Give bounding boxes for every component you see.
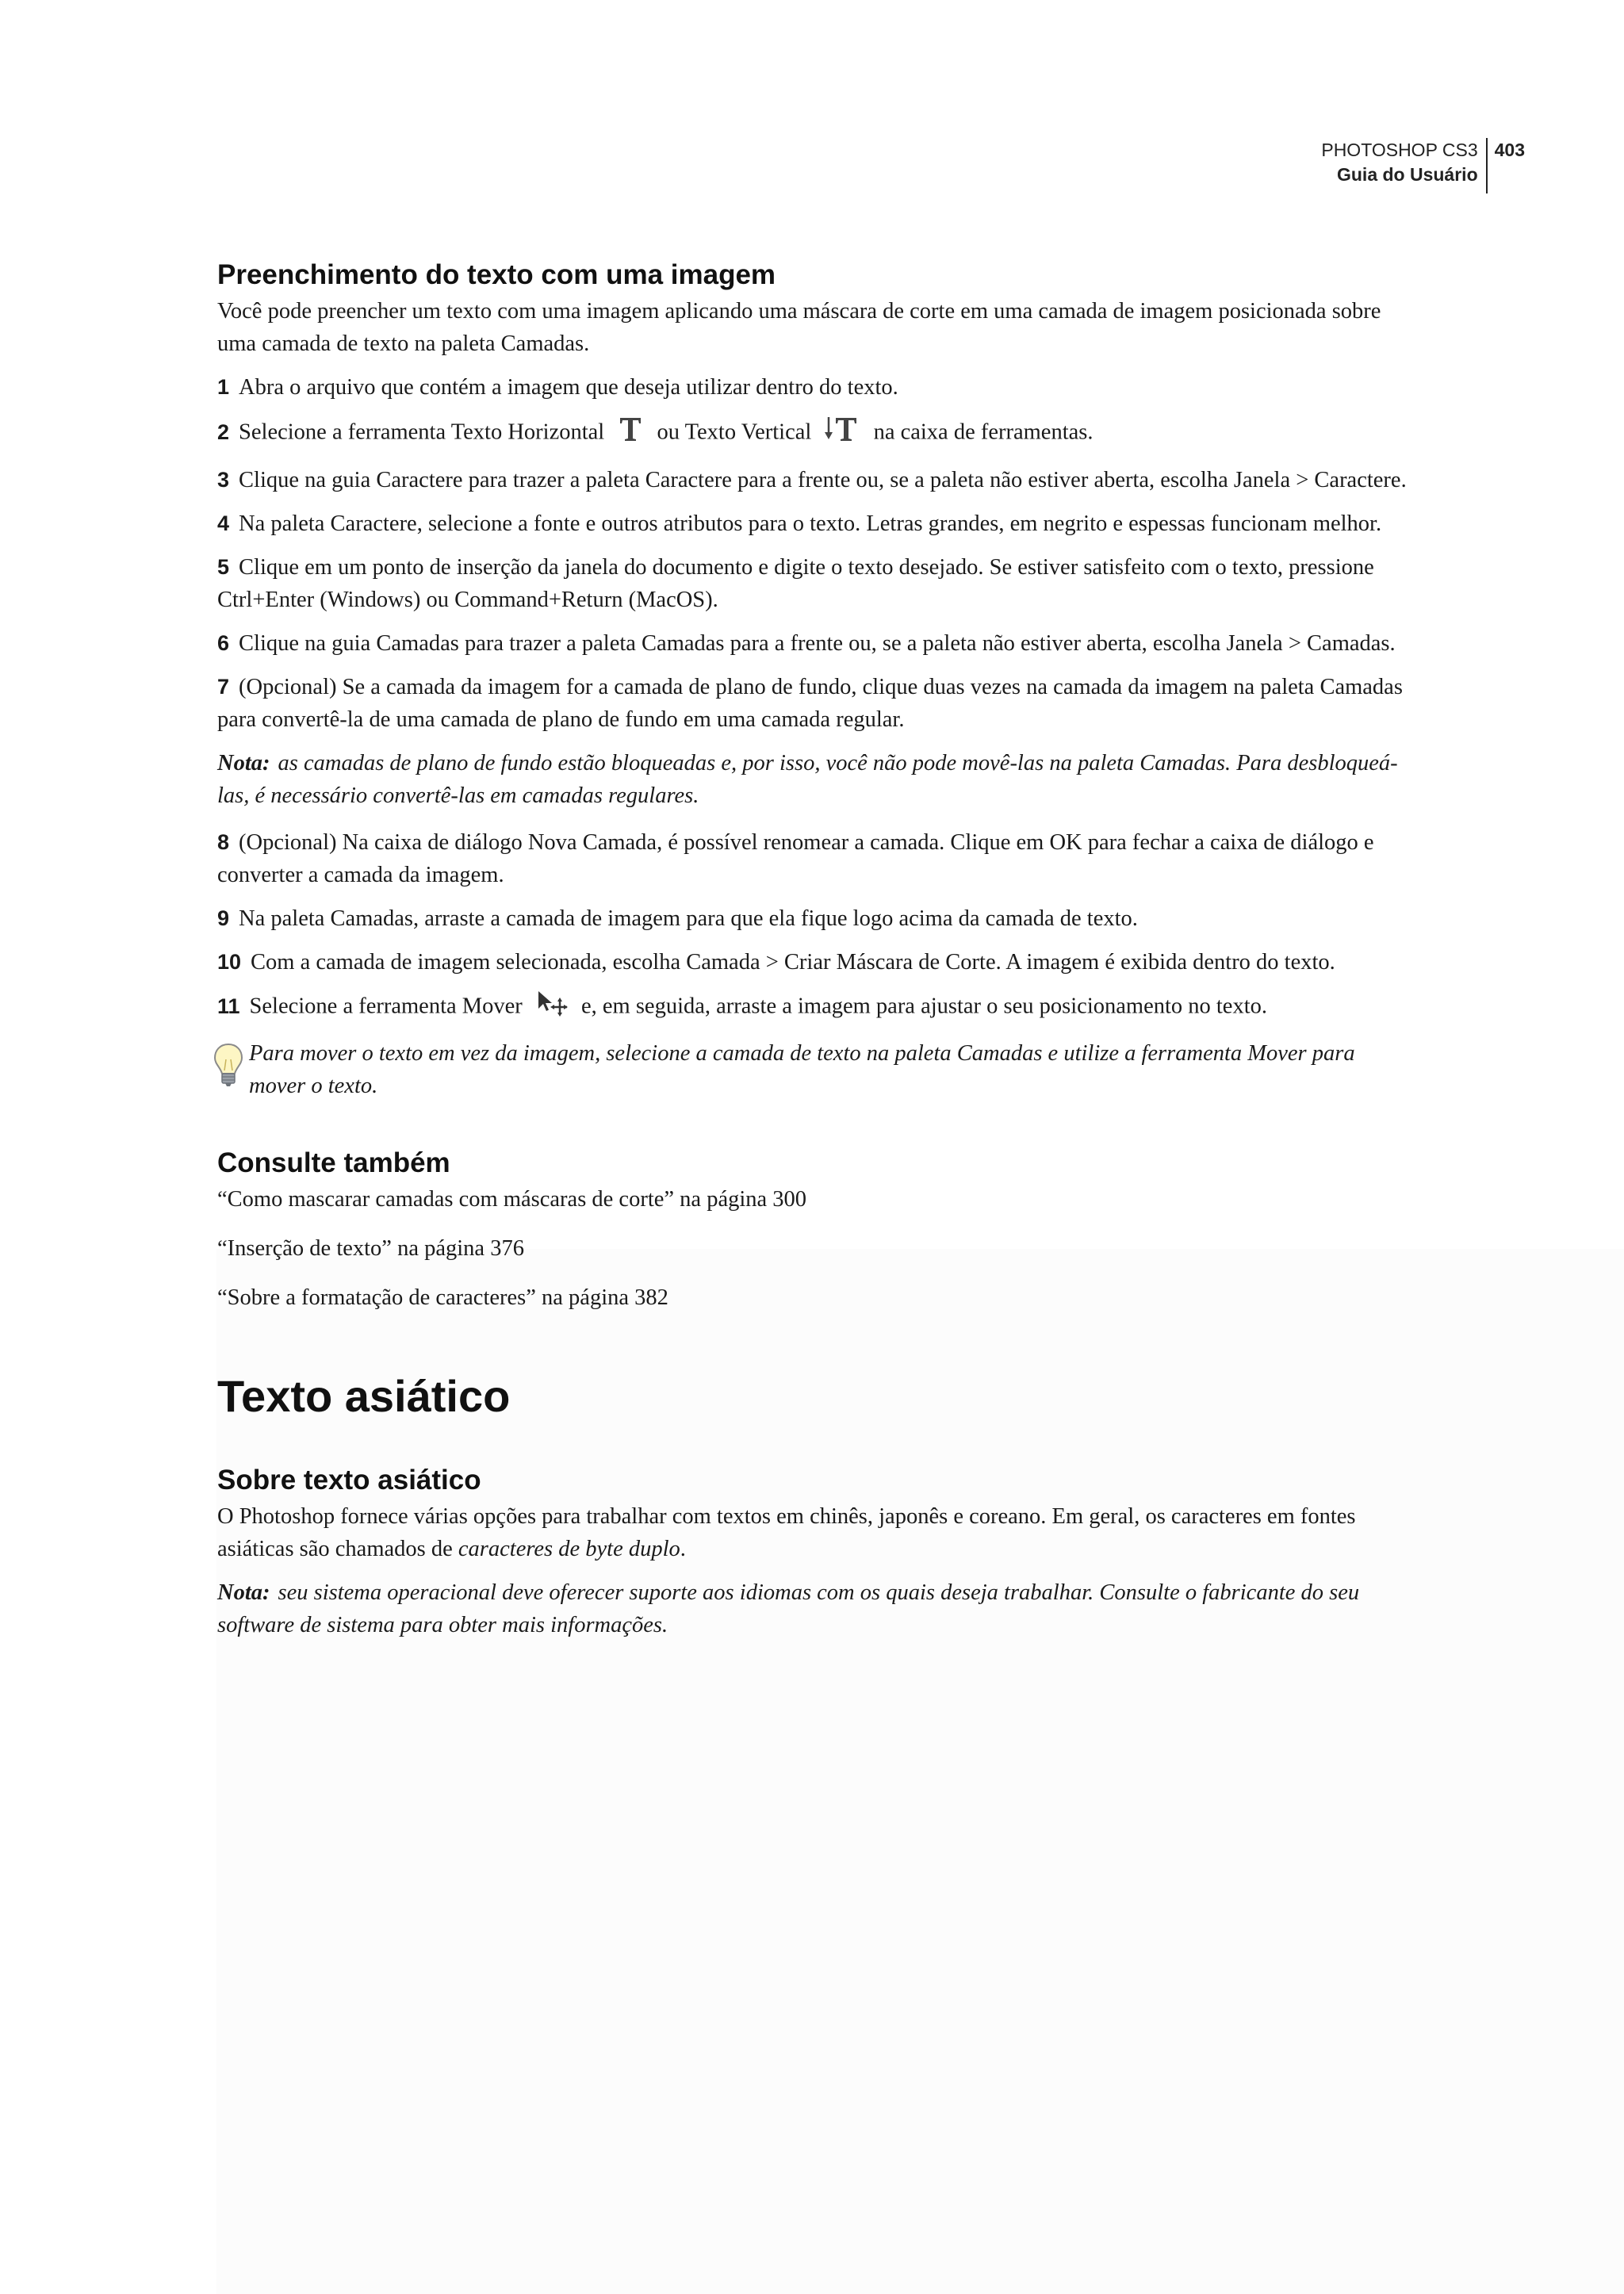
vertical-type-tool-icon (825, 415, 860, 453)
step-number: 6 (217, 631, 230, 655)
step-number: 8 (217, 830, 230, 854)
note-os-support (217, 1576, 1407, 1641)
intro-text: O Photoshop fornece várias opções para trabalhar com textos em chinês, japonês e coreano. Em geral, os caracteres em fontes asiáticas são chamados de (217, 1504, 1356, 1561)
step-number: 9 (217, 906, 230, 930)
step-number: 4 (217, 511, 230, 535)
intro-end: . (680, 1537, 686, 1561)
step-3 (217, 464, 1407, 496)
step-8 (217, 826, 1407, 891)
step-text: ou Texto Vertical (657, 419, 812, 445)
note-label: Nota: (217, 1580, 270, 1605)
section2-intro (217, 1500, 1407, 1565)
header-titles (1321, 138, 1487, 193)
running-header (1321, 138, 1525, 193)
chapter-title: Texto asiático (217, 1371, 511, 1421)
note-text: as camadas de plano de fundo estão bloqueadas e, por isso, você não pode movê-las na paleta Camadas. Para desbloqueá-las, é necessário convertê-las em camadas regulares. (217, 751, 1398, 808)
see-also-link-3[interactable]: “Sobre a formatação de caracteres” na página 382 (217, 1285, 668, 1310)
step-text: Selecione a ferramenta Mover (249, 994, 523, 1019)
step-text: Na paleta Caractere, selecione a fonte e outros atributos para o texto. Letras grandes, em negrito e espessas funcionam melhor. (239, 511, 1382, 536)
step-number: 10 (217, 950, 242, 974)
page-number: 403 (1494, 140, 1525, 160)
step-text: Na paleta Camadas, arraste a camada de imagem para que ela fique logo acima da camada de texto. (239, 906, 1138, 931)
intro-emphasis: caracteres de byte duplo (458, 1537, 680, 1561)
step-10 (217, 946, 1407, 978)
step-2 (217, 415, 1407, 453)
step-number: 11 (217, 994, 240, 1018)
section-heading-asian-text: Sobre texto asiático (217, 1465, 481, 1496)
see-also-link-1[interactable]: “Como mascarar camadas com máscaras de corte” na página 300 (217, 1187, 807, 1212)
header-guide: Guia do Usuário (1336, 164, 1478, 185)
see-also-heading: Consulte também (217, 1147, 450, 1178)
section-intro: Você pode preencher um texto com uma imagem aplicando uma máscara de corte em uma camada de imagem posicionada sobre uma camada de texto na paleta Camadas. (217, 299, 1381, 356)
step-number: 2 (217, 419, 230, 444)
see-also-link-2[interactable]: “Inserção de texto” na página 376 (217, 1236, 524, 1261)
step-1 (217, 371, 1407, 404)
header-product: PHOTOSHOP CS3 (1321, 140, 1478, 160)
step-4 (217, 507, 1407, 540)
step-11 (217, 990, 1407, 1026)
step-number: 3 (217, 468, 230, 492)
page-content (217, 259, 1407, 1656)
step-text: Clique na guia Camadas para trazer a paleta Camadas para a frente ou, se a paleta não estiver aberta, escolha Janela > Camadas. (239, 631, 1396, 656)
step-9 (217, 902, 1407, 935)
note-label: Nota: (217, 751, 270, 776)
step-text: Abra o arquivo que contém a imagem que deseja utilizar dentro do texto. (239, 375, 898, 400)
step-text: (Opcional) Na caixa de diálogo Nova Camada, é possível renomear a camada. Clique em OK para fechar a caixa de diálogo e converter a camada da imagem. (217, 830, 1374, 887)
step-6 (217, 627, 1407, 660)
tip-text: Para mover o texto em vez da imagem, selecione a camada de texto na paleta Camadas e utilize a ferramenta Mover para mover o texto. (249, 1041, 1355, 1098)
note-background-layers (217, 747, 1407, 812)
step-text: (Opcional) Se a camada da imagem for a camada de plano de fundo, clique duas vezes na camada da imagem na paleta Camadas para convertê-la de uma camada de plano de fundo em uma camada regular. (217, 675, 1403, 732)
step-text: Clique em um ponto de inserção da janela do documento e digite o texto desejado. Se estiver satisfeito com o texto, pressione Ctrl+Enter (Windows) ou Command+Return (MacOS). (217, 555, 1374, 612)
note-text: seu sistema operacional deve oferecer suporte aos idiomas com os quais deseja trabalhar. Consulte o fabricante do seu software de sistema para obter mais informações. (217, 1580, 1360, 1637)
step-5 (217, 551, 1407, 616)
step-number: 1 (217, 375, 230, 399)
step-text: na caixa de ferramentas. (873, 419, 1094, 445)
step-number: 7 (217, 675, 230, 699)
step-text: Com a camada de imagem selecionada, escolha Camada > Criar Máscara de Corte. A imagem é exibida dentro do texto. (251, 950, 1335, 975)
move-tool-icon (536, 990, 568, 1026)
section-heading-fill-text: Preenchimento do texto com uma imagem (217, 259, 776, 290)
step-7 (217, 671, 1407, 736)
step-text: Selecione a ferramenta Texto Horizontal (239, 419, 605, 445)
step-text: e, em seguida, arraste a imagem para ajustar o seu posicionamento no texto. (581, 994, 1267, 1019)
horizontal-type-tool-icon (618, 416, 643, 452)
step-number: 5 (217, 555, 230, 579)
tip-move-text (217, 1037, 1407, 1102)
step-text: Clique na guia Caractere para trazer a paleta Caractere para a frente ou, se a paleta não estiver aberta, escolha Janela > Caractere. (239, 468, 1407, 492)
lightbulb-icon (213, 1042, 249, 1092)
